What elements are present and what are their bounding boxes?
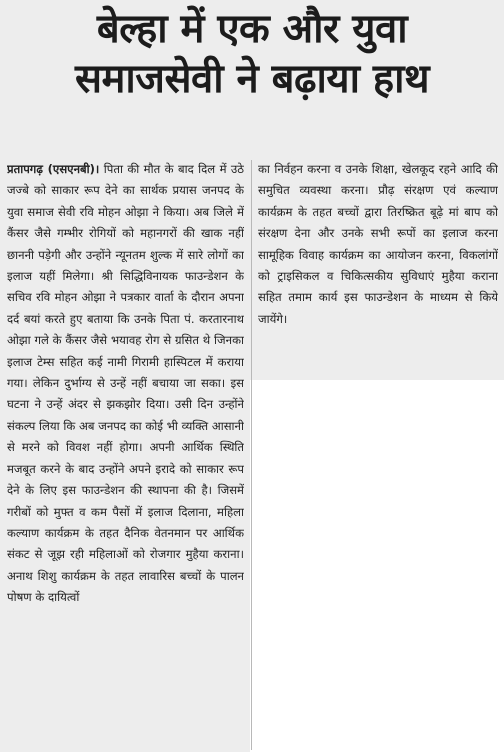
article-left-text: पिता की मौत के बाद दिल में उठे जज्बे को साकार रूप देने का सार्थक प्रयास जनपद के युवा समाज सेवी रवि मोहन ओझा ने किया। अब जिले में कैंसर जैसे गम्भीर रोगियों को महानगरों की खाक नहीं छाननी पड़ेगी और उन्होंने न्यूनतम शुल्क में सारे लोगों का इलाज यहीं मिलेगा। श्री सिद्धिविनायक फाउन्डेशन के सचिव रवि मोहन ओझा ने पत्रकार वार्ता के दौरान अपना दर्द बयां करते हुए बताया कि उनके पिता पं. करतारनाथ ओझा गले के कैंसर जैसे भयावह रोग से ग्रसित थे जिनका इलाज टेम्स सहित कई नामी गिरामी हास्पिटल में कराया गया। लेकिन दुर्भाग्य से उन्हें नहीं बचाया जा सका। इस घटना ने उन्हें अंदर से झकझोर दिया। उसी दिन उन्होंने संकल्प लिया कि अब जनपद का कोई भी व्यक्ति आसानी से मरने को विवश नहीं होगा। अपनी आर्थिक स्थिति मजबूत करने के बाद उन्होंने अपने इरादे को साकार रूप देने के लिए इस फाउन्डेशन की स्थापना की है। जिसमें गरीबों को मुफ्त व कम पैसों में इलाज दिलाना, महिला कल्याण कार्यक्रम के तहत दैनिक वेतनमान पर आर्थिक संकट से जूझ रही महिलाओं को रोजगार मुहैया कराना। अनाथ शिशु कार्यक्रम के तहत लावारिस बच्चों के पालन पोषण के दायित्वों [7, 162, 244, 605]
headline [6, 4, 498, 104]
article-right-text: का निर्वहन करना व उनके शिक्षा, खेलकूद रहने आदि की समुचित व्यवस्था करना। प्रौढ़ संरक्षण एवं कल्याण कार्यक्रम के तहत बच्चों द्वारा तिरष्क्रित बूढ़े मां बाप को संरक्षण देना और उनके सभी रूपों का इलाज करना सामूहिक विवाह कार्यक्रम का आयोजन करना, विकलांगों को ट्राइसिकल व चिकित्सकीय सुविधाएं मुहैया कराना सहित तमाम कार्य इस फाउन्डेशन के माध्यम से किये जायेंगे। [258, 162, 498, 326]
headline-line-1: बेल्हा में एक और युवा [96, 6, 408, 52]
article-dateline: प्रतापगढ़ (एसएनबी)। [7, 162, 100, 176]
headline-line-2: समाजसेवी ने बढ़ाया हाथ [74, 56, 430, 102]
column-divider [251, 160, 252, 750]
article-column-left [7, 159, 244, 749]
article-column-right [258, 159, 498, 379]
